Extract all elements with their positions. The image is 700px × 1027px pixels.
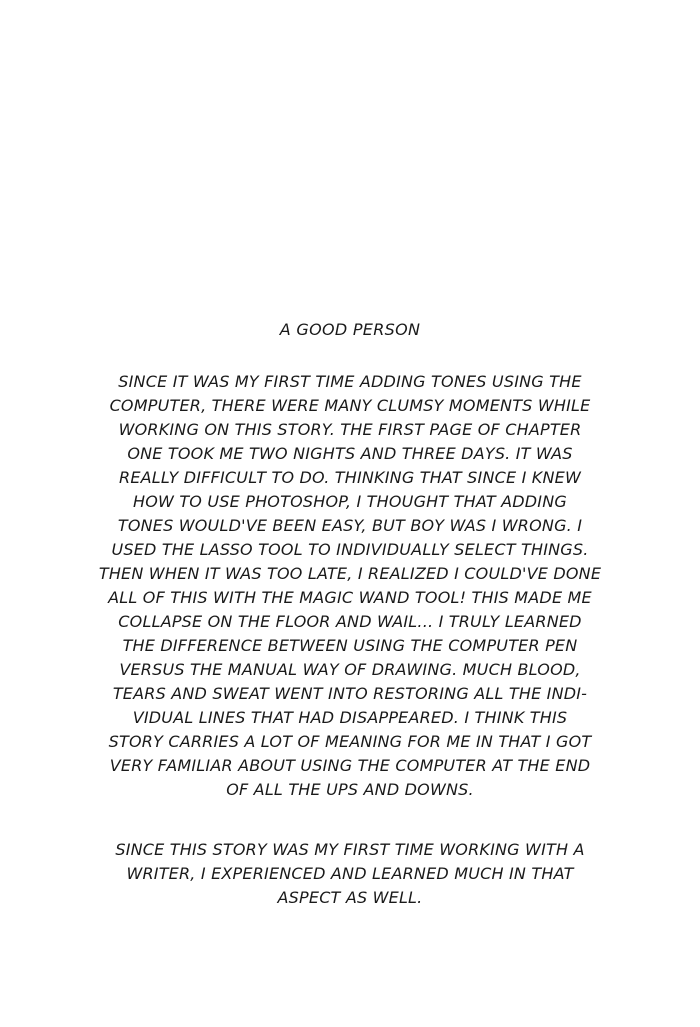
text-line: WORKING ON THIS STORY. THE FIRST PAGE OF CHAPTER xyxy=(118,420,582,439)
text-line: OF ALL THE UPS AND DOWNS. xyxy=(226,780,474,799)
text-line: VIDUAL LINES THAT HAD DISAPPEARED. I THINK THIS xyxy=(132,708,568,727)
page-title: A GOOD PERSON xyxy=(279,320,421,339)
text-line: COLLAPSE ON THE FLOOR AND WAIL... I TRULY LEARNED xyxy=(118,612,582,631)
text-line: STORY CARRIES A LOT OF MEANING FOR ME IN THAT I GOT xyxy=(108,732,592,751)
text-line: THE DIFFERENCE BETWEEN USING THE COMPUTER PEN xyxy=(122,636,578,655)
text-line: THEN WHEN IT WAS TOO LATE, I REALIZED I COULD'VE DONE xyxy=(98,564,602,583)
text-line: TEARS AND SWEAT WENT INTO RESTORING ALL THE INDI- xyxy=(112,684,588,703)
paragraph-1 xyxy=(90,370,610,802)
paragraph-2 xyxy=(90,838,610,910)
text-line: REALLY DIFFICULT TO DO. THINKING THAT SINCE I KNEW xyxy=(119,468,581,487)
text-line: ONE TOOK ME TWO NIGHTS AND THREE DAYS. IT WAS xyxy=(127,444,573,463)
text-line: ASPECT AS WELL. xyxy=(277,888,423,907)
text-line: TONES WOULD'VE BEEN EASY, BUT BOY WAS I WRONG. I xyxy=(117,516,583,535)
text-line: VERSUS THE MANUAL WAY OF DRAWING. MUCH BLOOD, xyxy=(119,660,581,679)
text-line: HOW TO USE PHOTOSHOP, I THOUGHT THAT ADDING xyxy=(132,492,567,511)
text-line: USED THE LASSO TOOL TO INDIVIDUALLY SELECT THINGS. xyxy=(111,540,589,559)
text-line: VERY FAMILIAR ABOUT USING THE COMPUTER AT THE END xyxy=(109,756,591,775)
text-line: ALL OF THIS WITH THE MAGIC WAND TOOL! THIS MADE ME xyxy=(108,588,592,607)
text-line: SINCE THIS STORY WAS MY FIRST TIME WORKING WITH A xyxy=(115,840,585,859)
text-line: WRITER, I EXPERIENCED AND LEARNED MUCH IN THAT xyxy=(126,864,574,883)
text-line: COMPUTER, THERE WERE MANY CLUMSY MOMENTS WHILE xyxy=(109,396,591,415)
text-line: SINCE IT WAS MY FIRST TIME ADDING TONES USING THE xyxy=(118,372,582,391)
